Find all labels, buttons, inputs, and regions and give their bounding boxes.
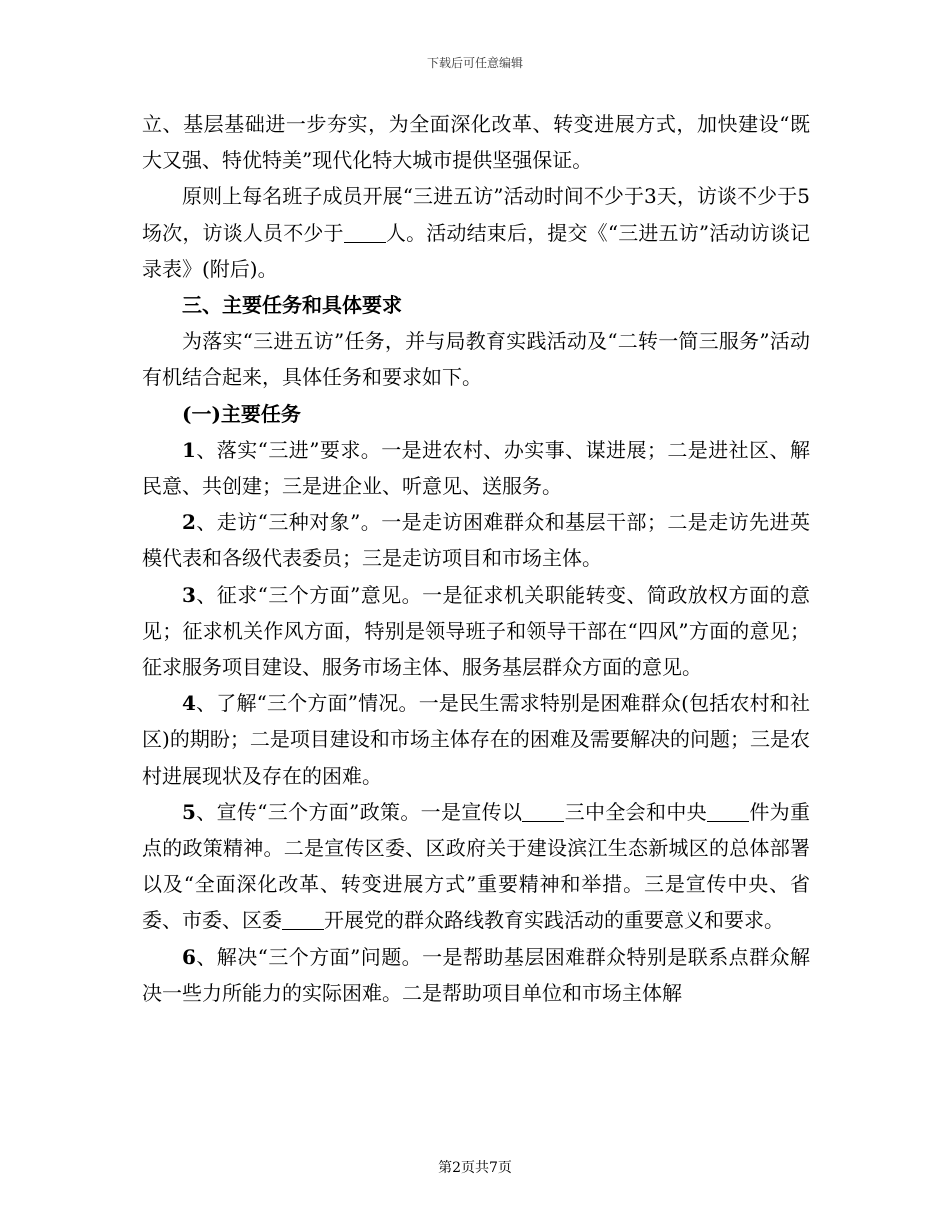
item-text: 、了解“三个方面”情况。一是民生需求特别是困难群众(包括农村和社区)的期盼；二是项目建设和市场主体存在的困难及需要解决的问题；三是农村进展现状及存在的困难。 [142,691,810,788]
text-segment: 人。活动结束后，提交《“三进五访”活动访谈记录表》(附后)。 [142,220,810,281]
item-number: 3 [182,582,196,607]
paragraph-visit-rules [142,178,810,287]
item-text: 开展党的群众路线教育实践活动的重要意义和要求。 [324,908,784,933]
subsection-heading: (一)主要任务 [182,401,301,426]
item-number: 5 [182,799,196,824]
fill-blank [344,222,386,243]
fill-blank [522,801,564,822]
document-body [142,106,810,1011]
item-text: 三中全会和中央 [564,799,708,824]
paragraph-intro: 为落实“三进五访”任务，并与局教育实践活动及“二转一简三服务”活动有机结合起来，具体任务和要求如下。 [142,329,810,390]
list-item [142,794,810,939]
item-number: 4 [182,691,196,716]
list-item [142,504,810,576]
item-text: 、宣传“三个方面”政策。一是宣传以 [195,799,523,824]
item-text: 、走访“三种对象”。一是走访困难群众和基层干部；二是走访先进英模代表和各级代表委员；三是走访项目和市场主体。 [142,510,810,571]
item-text: 、落实“三进”要求。一是进农村、办实事、谋进展；二是进社区、解民意、共创建；三是进企业、听意见、送服务。 [142,437,810,499]
page-footer: 第2页共7页 [438,1160,512,1176]
list-item [142,432,810,504]
fill-blank [707,801,749,822]
item-number: 2 [182,510,196,535]
text-segment: 原则上每名班子成员开展“三进五访”活动时间不少于3天，访谈不少于5场次，访谈人员不少于 [142,184,810,245]
item-number: 6 [182,944,196,969]
list-item [142,939,810,1011]
page-header: 下载后可任意编辑 [426,56,523,70]
fill-blank [282,909,324,930]
item-number: 1 [182,437,196,462]
list-item [142,685,810,794]
section-heading: 三、主要任务和具体要求 [182,293,402,318]
item-text: 件为重点的政策精神。二是宣传区委、区政府关于建设滨江生态新城区的总体部署以及“全面深化改革、转变进展方式”重要精神和举措。三是宣传中央、省委、市委、区委 [142,799,811,933]
list-item [142,577,810,686]
paragraph-continuation: 立、基层基础进一步夯实，为全面深化改革、转变进展方式，加快建设“既大又强、特优特美”现代化特大城市提供坚强保证。 [142,112,810,173]
item-text: 、征求“三个方面”意见。一是征求机关职能转变、简政放权方面的意见；征求机关作风方面，特别是领导班子和领导干部在“四风”方面的意见；征求服务项目建设、服务市场主体、服务基层群众方面的意见。 [142,582,810,680]
item-text: 、解决“三个方面”问题。一是帮助基层困难群众特别是联系点群众解决一些力所能力的实际困难。二是帮助项目单位和市场主体解 [142,944,810,1005]
